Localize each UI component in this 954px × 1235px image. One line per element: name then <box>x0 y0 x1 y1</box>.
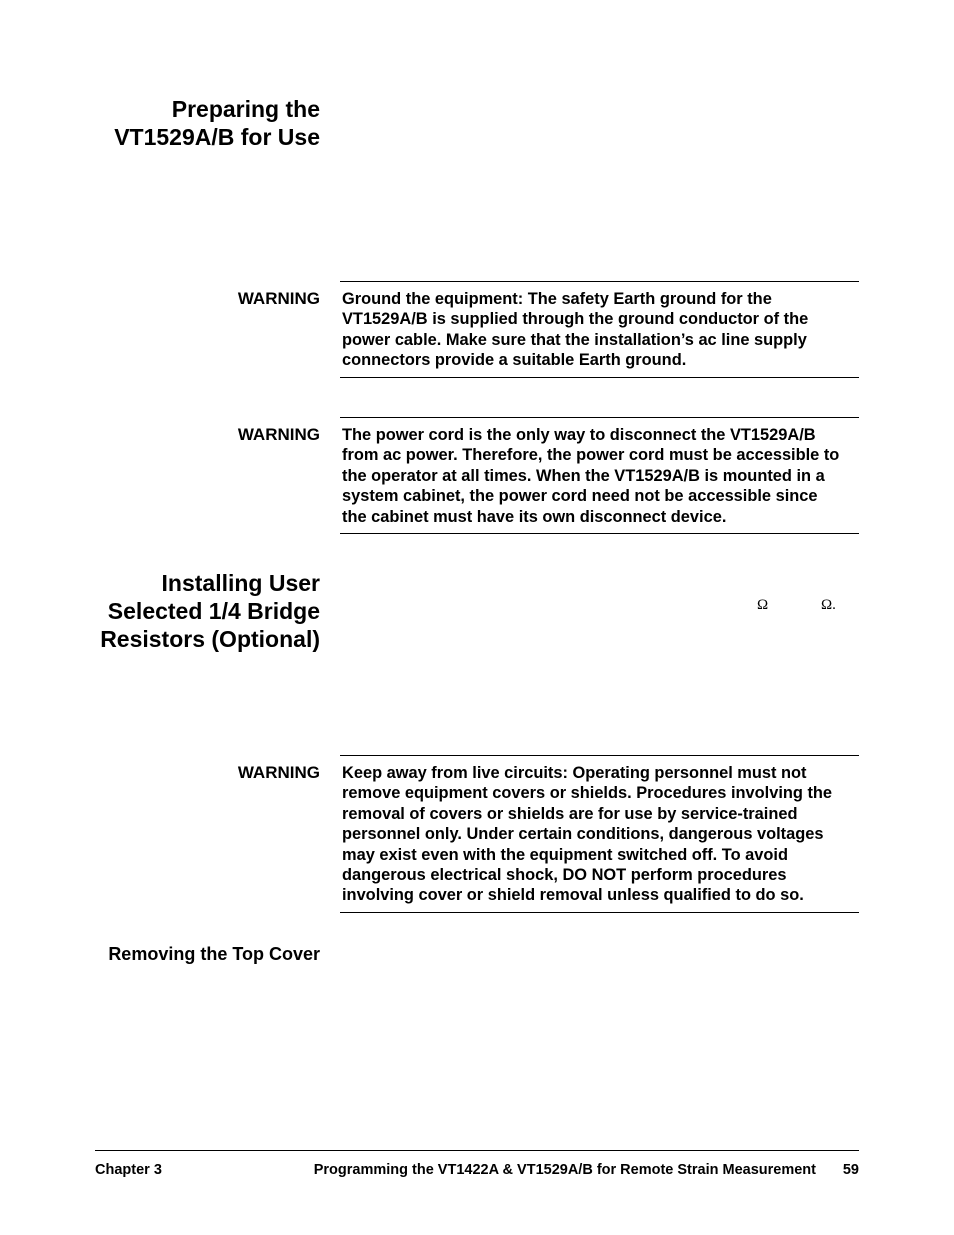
warning-line: dangerous electrical shock, DO NOT perform procedures <box>342 866 787 885</box>
warning-line: The power cord is the only way to disconnect the VT1529A/B <box>342 426 816 444</box>
warning-line: the operator at all times. When the VT1529A/B is mounted in a <box>342 466 825 485</box>
warning-label: WARNING <box>237 289 320 308</box>
warning-label: WARNING <box>237 763 320 782</box>
warning-line: from ac power. Therefore, the power cord must be accessible to <box>342 446 840 465</box>
warning-line: the cabinet must have its own disconnect device. <box>342 507 727 526</box>
warning-line: Ground the equipment: The safety Earth ground for the <box>342 290 772 308</box>
heading-line: Selected 1/4 Bridge <box>107 598 320 624</box>
subsection-heading-removing-top-cover: Removing the Top Cover <box>108 944 320 964</box>
warning-line: connectors provide a suitable Earth ground. <box>342 351 687 370</box>
footer-page-number: 59 <box>842 1162 859 1178</box>
warning-line: removal of covers or shields are for use by service-trained <box>342 804 798 823</box>
warning-text <box>342 763 858 906</box>
warning-box <box>340 281 859 378</box>
heading-line: VT1529A/B for Use <box>114 124 320 150</box>
warning-line: personnel only. Under certain conditions, dangerous voltages <box>342 825 824 844</box>
warning-label: WARNING <box>237 425 320 444</box>
omega-symbol: Ω. <box>821 597 836 613</box>
warning-text <box>342 289 858 371</box>
warning-line: system cabinet, the power cord need not be accessible since <box>342 487 818 506</box>
omega-symbol: Ω <box>757 597 769 613</box>
heading-line: Preparing the <box>171 96 320 122</box>
section-heading-preparing <box>20 95 320 151</box>
warning-line: Keep away from live circuits: Operating personnel must not <box>342 764 807 782</box>
footer-chapter: Chapter 3 <box>95 1162 162 1178</box>
warning-line: power cable. Make sure that the installation’s ac line supply <box>342 330 807 349</box>
warning-line: remove equipment covers or shields. Procedures involving the <box>342 784 833 803</box>
warning-box <box>340 755 859 913</box>
warning-box <box>340 417 859 534</box>
footer-rule <box>95 1150 859 1151</box>
warning-line: involving cover or shield removal unless qualified to do so. <box>342 886 804 905</box>
heading-line: Resistors (Optional) <box>100 626 320 652</box>
heading-line: Installing User <box>161 570 320 596</box>
warning-line: may exist even with the equipment switched off. To avoid <box>342 845 788 864</box>
footer-title: Programming the VT1422A & VT1529A/B for Remote Strain Measurement <box>313 1162 816 1178</box>
warning-text <box>342 425 858 527</box>
section-heading-installing <box>20 569 320 653</box>
warning-line: VT1529A/B is supplied through the ground conductor of the <box>342 310 809 329</box>
